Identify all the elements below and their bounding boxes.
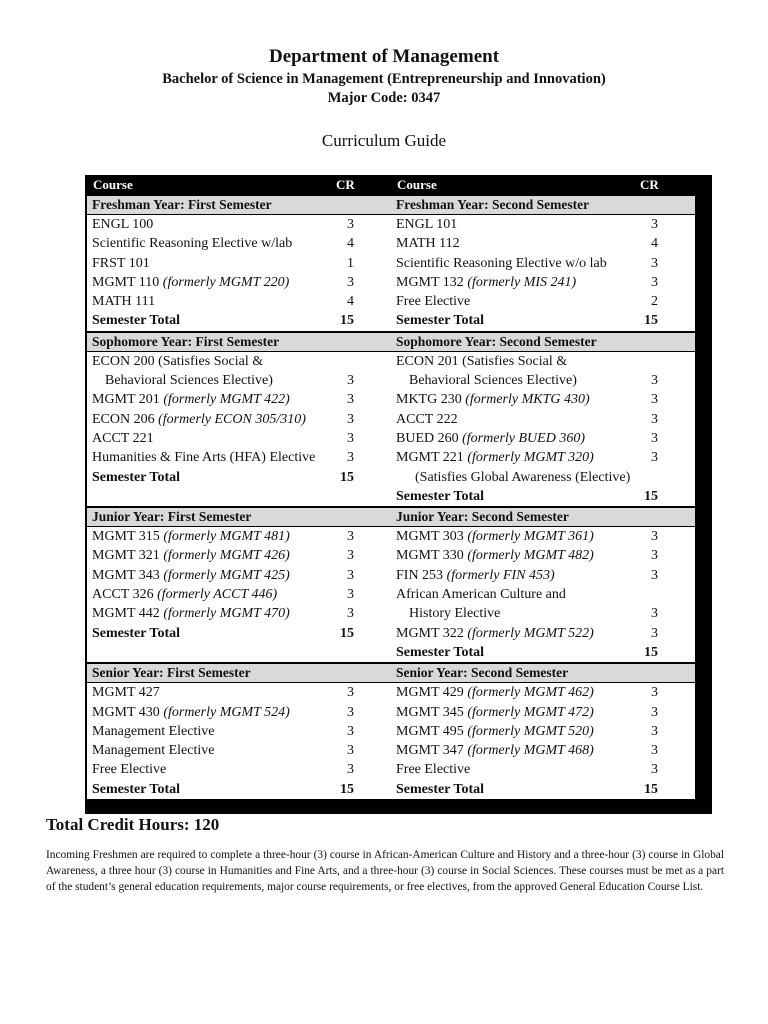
course-name	[92, 683, 160, 702]
course-row	[87, 546, 391, 565]
cr-header: CR	[640, 177, 659, 192]
course-former-code: (formerly ECON 305/310)	[158, 411, 306, 427]
course-name	[92, 410, 306, 429]
course-label: Semester Total	[92, 469, 181, 485]
course-former-code: (formerly MGMT 425)	[163, 567, 290, 583]
credit-value: 4	[651, 236, 658, 252]
course-row	[391, 468, 695, 487]
course-row	[391, 254, 695, 273]
course-label: ECON 201 (Satisfies Social &	[396, 353, 568, 369]
curriculum-table	[85, 175, 712, 814]
credit-value: 3	[347, 704, 354, 720]
credit-value: 3	[347, 548, 354, 564]
course-name	[396, 292, 470, 311]
semester-title: Freshman Year: First Semester	[87, 196, 391, 215]
course-name	[92, 429, 154, 448]
course-row	[87, 722, 391, 741]
credit-value: 3	[347, 373, 354, 389]
course-former-code: (formerly MGMT 320)	[467, 450, 594, 466]
credit-value: 15	[644, 313, 658, 329]
credit-value: 15	[340, 313, 354, 329]
course-label: MGMT 347	[396, 743, 468, 759]
semester-total-row	[391, 487, 695, 506]
course-former-code: (formerly BUED 360)	[462, 430, 585, 446]
credit-value: 3	[347, 685, 354, 701]
course-name	[92, 311, 180, 330]
course-former-code: (formerly MGMT 426)	[163, 548, 290, 564]
course-name	[92, 624, 180, 643]
course-label: ECON 206	[92, 411, 159, 427]
course-row	[87, 273, 391, 292]
course-name	[409, 604, 500, 623]
course-label: ENGL 101	[396, 217, 458, 232]
course-row	[391, 390, 695, 409]
course-label: ENGL 100	[92, 217, 154, 232]
curriculum-guide-title: Curriculum Guide	[321, 131, 447, 150]
credit-value: 15	[340, 781, 354, 797]
course-label: MGMT 221	[396, 450, 468, 466]
course-row	[391, 215, 695, 234]
course-former-code: (formerly MGMT 520)	[467, 723, 594, 739]
semester-total-row	[391, 643, 695, 662]
credit-value: 3	[651, 743, 658, 759]
course-former-code: (formerly MGMT 462)	[467, 685, 594, 701]
credit-value: 15	[644, 644, 658, 660]
course-name	[396, 760, 470, 779]
course-row	[87, 292, 391, 311]
course-label: MGMT 132	[396, 274, 468, 290]
course-label: (Satisfies Global Awareness (Elective)	[415, 469, 631, 485]
course-label: MGMT 315	[92, 529, 164, 545]
course-row	[391, 604, 695, 623]
course-row	[391, 683, 695, 702]
semester-title: Sophomore Year: Second Semester	[391, 333, 695, 352]
semester-section	[391, 333, 695, 506]
course-row	[391, 585, 695, 604]
course-name	[409, 371, 577, 390]
course-label: ACCT 222	[396, 411, 458, 427]
course-name	[92, 390, 290, 409]
course-row	[87, 643, 391, 662]
course-former-code: (formerly MGMT 220)	[162, 274, 290, 290]
course-label: Scientific Reasoning Elective w/lab	[92, 236, 293, 252]
course-former-code: (formerly MGMT 422)	[163, 392, 290, 408]
course-name	[396, 352, 567, 371]
course-name	[396, 429, 585, 448]
credit-value: 3	[651, 723, 658, 739]
course-row	[87, 410, 391, 429]
semester-title: Senior Year: First Semester	[87, 664, 391, 683]
semester-total-row	[391, 780, 695, 799]
course-name	[92, 352, 263, 371]
course-name	[396, 234, 460, 253]
course-label: Semester Total	[396, 488, 485, 504]
course-name	[92, 703, 290, 722]
course-row	[87, 527, 391, 546]
course-label: Management Elective	[92, 723, 215, 739]
major-code: Major Code: 0347	[327, 90, 441, 106]
course-label: FRST 101	[92, 255, 150, 271]
course-name	[92, 722, 214, 741]
course-label: Scientific Reasoning Elective w/o lab	[396, 255, 607, 271]
course-former-code: (formerly MIS 241)	[467, 274, 577, 290]
course-name	[396, 254, 607, 273]
course-former-code: (formerly MGMT 524)	[163, 704, 290, 720]
course-former-code: (formerly MGMT 468)	[467, 743, 594, 759]
credit-value: 3	[651, 255, 658, 271]
course-row	[87, 487, 391, 506]
credit-value: 3	[347, 567, 354, 583]
course-name	[92, 566, 290, 585]
credit-value: 3	[651, 625, 658, 641]
course-row	[391, 527, 695, 546]
course-label: Behavioral Sciences Elective)	[409, 373, 577, 389]
course-name	[92, 527, 290, 546]
course-name	[396, 410, 458, 429]
course-row	[391, 273, 695, 292]
course-row	[391, 292, 695, 311]
credit-value: 3	[347, 723, 354, 739]
course-row	[87, 429, 391, 448]
credit-value: 2	[651, 294, 658, 310]
course-name	[396, 624, 594, 643]
credit-value: 3	[347, 430, 354, 446]
course-row	[391, 741, 695, 760]
course-label: Semester Total	[396, 644, 485, 660]
course-name	[396, 722, 594, 741]
credit-value: 15	[644, 488, 658, 504]
course-row	[87, 604, 391, 623]
credit-value: 3	[651, 529, 658, 545]
course-header: Course	[93, 177, 133, 192]
credit-value: 3	[347, 450, 354, 466]
credit-value: 3	[651, 392, 658, 408]
course-row	[87, 352, 391, 371]
semester-total-row	[391, 311, 695, 330]
credit-value: 3	[651, 373, 658, 389]
semester-total-row	[87, 780, 391, 799]
course-name	[92, 585, 277, 604]
course-name	[396, 215, 457, 234]
course-label: BUED 260	[396, 430, 463, 446]
course-name	[396, 585, 566, 604]
course-row	[391, 448, 695, 467]
course-label: ACCT 326	[92, 587, 158, 603]
course-name	[92, 760, 166, 779]
course-label: MGMT 495	[396, 723, 468, 739]
semester-title: Junior Year: First Semester	[87, 508, 391, 527]
course-former-code: (formerly FIN 453)	[446, 567, 555, 583]
semester-title: Freshman Year: Second Semester	[391, 196, 695, 215]
course-label: MATH 111	[92, 294, 156, 310]
course-label: MGMT 201	[92, 392, 164, 408]
course-name	[92, 215, 153, 234]
course-row	[87, 371, 391, 390]
semester-section	[87, 196, 391, 331]
course-former-code: (formerly MGMT 361)	[467, 529, 594, 545]
course-row	[87, 760, 391, 779]
course-row	[391, 410, 695, 429]
course-name	[396, 683, 594, 702]
credit-value: 3	[651, 274, 658, 290]
credit-value: 3	[651, 548, 658, 564]
course-name	[396, 311, 484, 330]
course-label: MGMT 303	[396, 529, 468, 545]
course-label: Semester Total	[396, 781, 485, 797]
course-row	[391, 624, 695, 643]
course-name	[396, 527, 594, 546]
course-label: MGMT 442	[92, 606, 164, 622]
course-label: ACCT 221	[92, 430, 154, 446]
course-label: MGMT 430	[92, 704, 164, 720]
semester-section	[87, 508, 391, 662]
course-name	[92, 254, 150, 273]
semester-total-row	[87, 624, 391, 643]
course-row	[391, 722, 695, 741]
course-row	[391, 760, 695, 779]
credit-value: 3	[651, 430, 658, 446]
course-former-code: (formerly ACCT 446)	[157, 587, 278, 603]
course-label: African American Culture and	[396, 587, 566, 603]
course-name	[92, 292, 155, 311]
course-name	[396, 703, 594, 722]
semester-title: Junior Year: Second Semester	[391, 508, 695, 527]
cr-header: CR	[336, 177, 355, 192]
course-former-code: (formerly MGMT 472)	[467, 704, 594, 720]
course-label: Free Elective	[396, 762, 471, 778]
credit-value: 3	[347, 587, 354, 603]
credit-value: 3	[347, 743, 354, 759]
course-former-code: (formerly MKTG 430)	[465, 392, 590, 408]
credit-value: 3	[347, 762, 354, 778]
course-header: Course	[397, 177, 437, 192]
course-name	[415, 468, 630, 487]
course-row	[87, 234, 391, 253]
course-label: Semester Total	[396, 313, 485, 329]
course-row	[391, 546, 695, 565]
course-label: MGMT 110	[92, 274, 163, 290]
credit-value: 3	[651, 450, 658, 466]
course-name	[92, 741, 214, 760]
course-former-code: (formerly MGMT 481)	[163, 529, 290, 545]
course-label: MATH 112	[396, 236, 460, 252]
course-label: MGMT 330	[396, 548, 468, 564]
credit-value: 1	[347, 255, 354, 271]
course-row	[87, 254, 391, 273]
course-name	[396, 643, 484, 662]
credit-value: 3	[347, 529, 354, 545]
course-label: Semester Total	[92, 313, 181, 329]
course-name	[92, 604, 290, 623]
course-row	[87, 585, 391, 604]
course-label: MGMT 429	[396, 685, 468, 701]
credit-value: 4	[347, 294, 354, 310]
semester-section	[391, 664, 695, 799]
credit-value: 3	[651, 685, 658, 701]
course-row	[87, 683, 391, 702]
course-row	[87, 448, 391, 467]
program-title: Bachelor of Science in Management (Entrepreneurship and Innovation)	[162, 71, 606, 87]
course-row	[391, 234, 695, 253]
course-name	[92, 273, 289, 292]
course-name	[396, 566, 555, 585]
course-label: Behavioral Sciences Elective)	[105, 373, 273, 389]
credit-value: 3	[347, 411, 354, 427]
credit-value: 3	[347, 606, 354, 622]
semester-total-row	[87, 468, 391, 487]
course-label: Semester Total	[92, 781, 181, 797]
course-row	[391, 371, 695, 390]
course-row	[87, 741, 391, 760]
credit-value: 4	[347, 236, 354, 252]
course-row	[87, 390, 391, 409]
credit-value: 15	[644, 781, 658, 797]
course-label: MGMT 322	[396, 625, 468, 641]
course-row	[391, 566, 695, 585]
total-credit-hours: Total Credit Hours: 120	[46, 815, 220, 834]
course-name	[396, 448, 594, 467]
course-name	[92, 546, 290, 565]
course-label: Free Elective	[396, 294, 471, 310]
course-name	[92, 468, 180, 487]
credit-value: 15	[340, 469, 354, 485]
course-row	[391, 352, 695, 371]
credit-value: 3	[651, 567, 658, 583]
course-former-code: (formerly MGMT 522)	[467, 625, 594, 641]
credit-value: 3	[651, 704, 658, 720]
course-name	[396, 741, 594, 760]
course-label: Free Elective	[92, 762, 167, 778]
department-title: Department of Management	[268, 46, 500, 67]
credit-value: 15	[340, 625, 354, 641]
semester-section	[391, 508, 695, 662]
course-label: MKTG 230	[396, 392, 466, 408]
semester-title: Senior Year: Second Semester	[391, 664, 695, 683]
course-label: MGMT 343	[92, 567, 164, 583]
footnote-paragraph: Incoming Freshmen are required to complete a three-hour (3) course in African-American Culture and History and a three-hour (3) course in Global Awareness, a three hour (3) course in Humanities and Fine Arts, and a three-hour (3) course in Social Sciences. These courses must be met as a part of the student’s general education requirements, major course requirements, or free electives, from the approved General Education Course List.	[46, 849, 724, 893]
table-header-left	[87, 175, 391, 194]
course-name	[92, 780, 180, 799]
course-label: MGMT 345	[396, 704, 468, 720]
course-row	[391, 703, 695, 722]
table-header-right	[391, 175, 695, 194]
course-name	[396, 390, 590, 409]
course-name	[92, 234, 292, 253]
left-column	[87, 175, 391, 799]
semester-section	[87, 664, 391, 799]
course-label: Semester Total	[92, 625, 181, 641]
course-row	[87, 215, 391, 234]
semester-total-row	[87, 311, 391, 330]
semester-section	[391, 196, 695, 331]
course-label: ECON 200 (Satisfies Social &	[92, 353, 264, 369]
credit-value: 3	[347, 392, 354, 408]
course-former-code: (formerly MGMT 470)	[163, 606, 290, 622]
credit-value: 3	[651, 411, 658, 427]
credit-value: 3	[347, 274, 354, 290]
course-name	[105, 371, 273, 390]
credit-value: 3	[651, 217, 658, 232]
credit-value: 3	[651, 606, 658, 622]
course-row	[87, 566, 391, 585]
right-column	[391, 175, 695, 799]
course-label: Humanities & Fine Arts (HFA) Elective	[92, 450, 316, 466]
course-name	[396, 780, 484, 799]
course-name	[396, 487, 484, 506]
course-label: MGMT 321	[92, 548, 164, 564]
course-row	[391, 429, 695, 448]
course-label: MGMT 427	[92, 685, 160, 701]
course-label: Management Elective	[92, 743, 215, 759]
course-name	[396, 546, 594, 565]
course-name	[396, 273, 576, 292]
course-label: FIN 253	[396, 567, 447, 583]
course-label: History Elective	[409, 606, 501, 622]
credit-value: 3	[347, 217, 354, 232]
course-row	[87, 703, 391, 722]
course-name	[92, 448, 315, 467]
semester-section	[87, 333, 391, 506]
credit-value: 3	[651, 762, 658, 778]
semester-title: Sophomore Year: First Semester	[87, 333, 391, 352]
course-former-code: (formerly MGMT 482)	[467, 548, 594, 564]
